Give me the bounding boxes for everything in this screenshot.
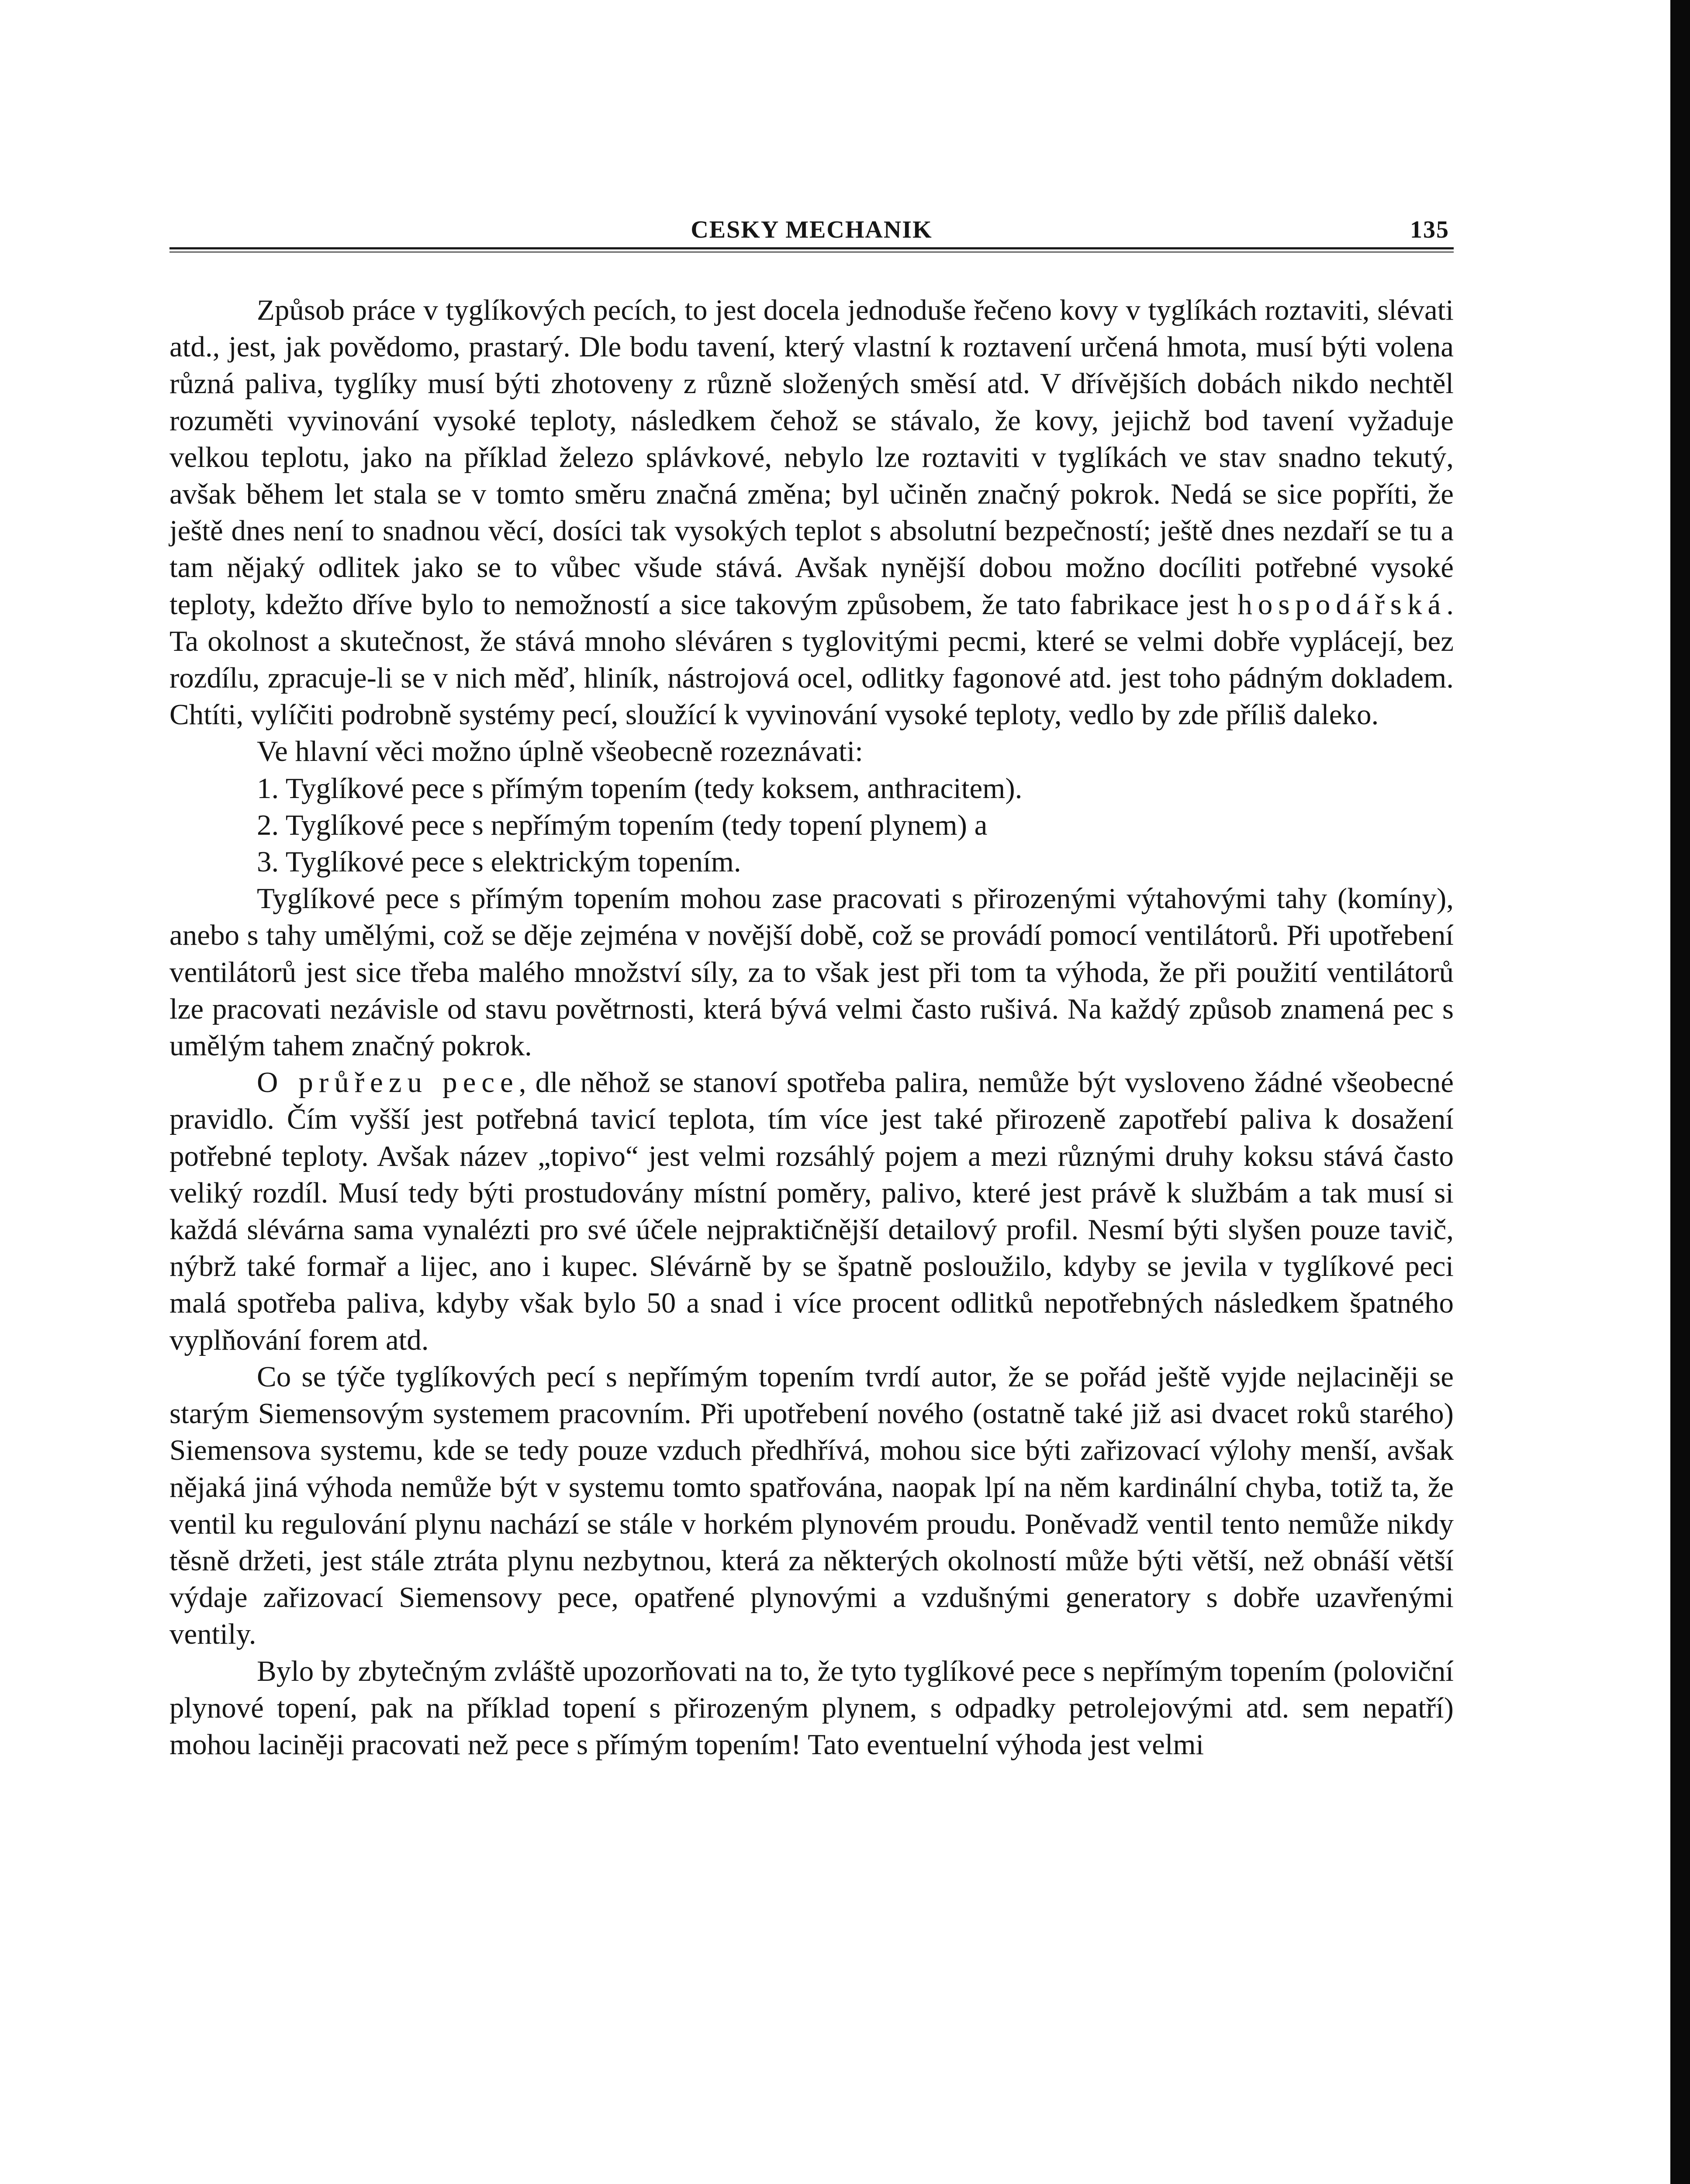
header-rule xyxy=(169,247,1454,252)
running-header xyxy=(169,205,1454,245)
paragraph xyxy=(169,292,1454,733)
list xyxy=(169,770,1454,881)
paragraph: Bylo by zbytečným zvláště upozorňovati na to, že tyto tyglíkové pece s nepřímým topením (poloviční plynové topení, pak na příklad topení s přirozeným plynem, s odpadky petrolejovými atd. sem nepatří) mohou laciněji pracovati než pece s přímým topením! Tato eventuelní výhoda jest velmi xyxy=(169,1655,1454,1761)
emphasized-text: O průřezu pece xyxy=(257,1066,519,1099)
article-body xyxy=(169,292,1454,1763)
paragraph: Co se týče tyglíkových pecí s nepřímým topením tvrdí autor, že se pořád ještě vyjde nejlaciněji se starým Siemensovým systemem pracovním. Při upotřebení nového (ostatně také již asi dvacet roků starého) Siemensova systemu, kde se tedy pouze vzduch předhřívá, mohou sice býti zařizovací výlohy menší, avšak nějaká jiná výhoda nemůže být v systemu tomto spatřována, naopak lpí na něm kardinální chyba, totiž ta, že ventil ku regulování plynu nachází se stále v horkém plynovém proudu. Poněvadž ventil tento nemůže nikdy těsně držeti, jest stále ztráta plynu nezbytnou, která za některých okolností může býti větší, než obnáší větší výdaje zařizovací Siemensovy pece, opatřené plynovými a vzdušnými generatory s dobře uzavřenými ventily. xyxy=(169,1360,1454,1651)
running-title: CESKY MECHANIK xyxy=(691,216,933,243)
page-number: 135 xyxy=(1410,216,1449,243)
paragraph-text: . Ta okolnost a skutečnost, že stává mnoho sléváren s tyglovitými pecmi, které se velmi dobře vyplácejí, bez rozdílu, zpracuje-li se v nich měď, hliník, nástrojová ocel, odlitky fagonové atd. jest toho pádným dokladem. Chtíti, vylíčiti podrobně systémy pecí, sloužící k vyvinování vysoké teploty, vedlo by zde příliš daleko. xyxy=(169,588,1454,731)
list-item: 3. Tyglíkové pece s elektrickým topením. xyxy=(257,846,741,878)
list-item: 2. Tyglíkové pece s nepřímým topením (tedy topení plynem) a xyxy=(257,809,988,841)
list-item: 1. Tyglíkové pece s přímým topením (tedy koksem, anthracitem). xyxy=(257,772,1023,805)
paragraph: Tyglíkové pece s přímým topením mohou zase pracovati s přirozenými výtahovými tahy (komíny), anebo s tahy umělými, což se děje zejména v novější době, což se provádí pomocí ventilátorů. Při upotřebení ventilátorů jest sice třeba malého množství síly, za to však jest při tom ta výhoda, že při použití ventilátorů lze pracovati nezávisle od stavu povětrnosti, která bývá velmi často rušivá. Na každý způsob znamená pec s umělým tahem značný pokrok. xyxy=(169,882,1454,1062)
paragraph xyxy=(169,1064,1454,1358)
emphasized-text: hospodářská xyxy=(1237,588,1447,621)
paragraph-text: Způsob práce v tyglíkových pecích, to jest docela jednoduše řečeno kovy v tyglíkách roztaviti, slévati atd., jest, jak povědomo, prastarý. Dle bodu tavení, který vlastní k roztavení určená hmota, musí býti volena různá paliva, tyglíky musí býti zhotoveny z různě složených směsí atd. V dřívějších dobách nikdo nechtěl rozuměti vyvinování vysoké teploty, následkem čehož se stávalo, že kovy, jejichž bod tavení vyžaduje velkou teplotu, jako na příklad železo splávkové, nebylo lze roztaviti v tyglíkách ve stav snadno tekutý, avšak během let stala se v tomto směru značná změna; byl učiněn značný pokrok. Nedá se sice popříti, že ještě dnes není to snadnou věcí, dosíci tak vysokých teplot s absolutní bezpečností; ještě dnes nezdaří se tu a tam nějaký odlitek jako se to vůbec všude stává. Avšak nynější dobou možno docíliti potřebné vysoké teploty, kdežto dříve bylo to nemožností a sice takovým způsobem, že tato fabrikace jest xyxy=(169,294,1454,621)
scan-border xyxy=(1670,0,1690,2184)
paragraph-text: , dle něhož se stanoví spotřeba palira, nemůže být vysloveno žádné všeobecné pravidlo. Čím vyšší jest potřebná tavicí teplota, tím více jest také přirozeně zapotřebí paliva k dosažení potřebné teploty. Avšak název „topivo“ jest velmi rozsáhlý pojem a mezi různými druhy koksu stává často veliký rozdíl. Musí tedy býti prostudovány místní poměry, palivo, které jest právě k službám a tak musí si každá slévárna sama vynalézti pro své účele nejpraktičnější detailový profil. Nesmí býti slyšen pouze tavič, nýbrž také formař a lijec, ano i kupec. Slévárně by se špatně posloužilo, kdyby se jevila v tyglíkové peci malá spotřeba paliva, kdyby však bylo 50 a snad i více procent odlitků nepotřebných následkem špatného vyplňování forem atd. xyxy=(169,1066,1454,1356)
paragraph: Ve hlavní věci možno úplně všeobecně rozeznávati: xyxy=(257,735,863,768)
page xyxy=(169,205,1454,1763)
